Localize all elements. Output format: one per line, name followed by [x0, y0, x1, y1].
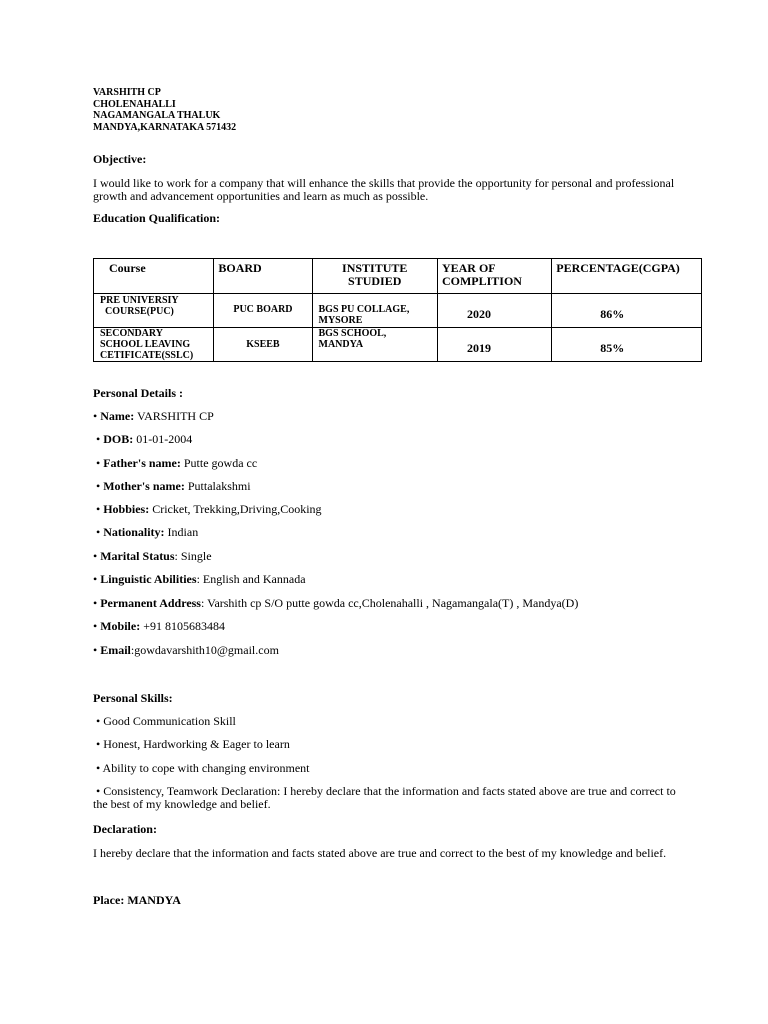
- detail-marital-status: • Marital Status: Single: [93, 549, 212, 563]
- year-cell: 2019: [437, 328, 551, 362]
- declaration-heading: Declaration:: [93, 822, 157, 836]
- detail-permanent-address: • Permanent Address: Varshith cp S/O putte gowda cc,Cholenahalli , Nagamangala(T) , Mandya(D): [93, 596, 579, 610]
- objective-text: I would like to work for a company that will enhance the skills that provide the opportunity for personal and professional growth and advancement opportunities and learn as much as possible.: [93, 176, 675, 203]
- detail-hobbies: • Hobbies: Cricket, Trekking,Driving,Cooking: [96, 502, 322, 516]
- detail-email: • Email:gowdavarshith10@gmail.com: [93, 643, 279, 657]
- column-header-year: YEAR OF COMPLITION: [437, 259, 551, 294]
- skill-item: • Honest, Hardworking & Eager to learn: [96, 737, 290, 751]
- table-row: [94, 294, 702, 328]
- course-cell: PRE UNIVERSIY COURSE(PUC): [94, 294, 214, 328]
- place-line: Place: MANDYA: [93, 893, 181, 907]
- skill-item: • Good Communication Skill: [96, 714, 236, 728]
- detail-name: • Name: VARSHITH CP: [93, 409, 214, 423]
- skill-item: • Consistency, Teamwork Declaration: I hereby declare that the information and facts stated above are true and correct to the best of my knowledge and belief.: [93, 784, 676, 811]
- column-header-board: BOARD: [214, 259, 312, 294]
- table-header-row: [94, 259, 702, 294]
- detail-dob: • DOB: 01-01-2004: [96, 432, 193, 446]
- detail-father-name: • Father's name: Putte gowda cc: [96, 456, 258, 470]
- personal-details-heading: Personal Details :: [93, 386, 183, 400]
- institute-cell: BGS PU COLLAGE, MYSORE: [312, 294, 437, 328]
- declaration-text: I hereby declare that the information and facts stated above are true and correct to the best of my knowledge and belief.: [93, 846, 667, 860]
- column-header-institute: INSTITUTE STUDIED: [312, 259, 437, 294]
- address-block: [93, 87, 236, 133]
- column-header-course: Course: [94, 259, 214, 294]
- applicant-name: VARSHITH CP: [93, 87, 161, 98]
- detail-languages: • Linguistic Abilities: English and Kannada: [93, 572, 306, 586]
- table-row: [94, 328, 702, 362]
- institute-cell: BGS SCHOOL, MANDYA: [312, 328, 437, 362]
- percentage-cell: 85%: [552, 328, 702, 362]
- skills-heading: Personal Skills:: [93, 691, 173, 705]
- detail-mobile: • Mobile: +91 8105683484: [93, 619, 225, 633]
- year-cell: 2020: [437, 294, 551, 328]
- column-header-percentage: PERCENTAGE(CGPA): [552, 259, 702, 294]
- address-line: NAGAMANGALA THALUK: [93, 110, 221, 121]
- education-heading: Education Qualification:: [93, 211, 221, 225]
- detail-nationality: • Nationality: Indian: [96, 525, 199, 539]
- address-line: MANDYA,KARNATAKA 571432: [93, 121, 237, 133]
- objective-heading: Objective:: [93, 152, 147, 166]
- course-cell: SECONDARY SCHOOL LEAVING CETIFICATE(SSLC): [94, 328, 214, 362]
- education-table: [93, 258, 702, 362]
- board-cell: KSEEB: [214, 328, 312, 362]
- board-cell: PUC BOARD: [214, 294, 312, 328]
- skill-item: • Ability to cope with changing environment: [96, 761, 310, 775]
- detail-mother-name: • Mother's name: Puttalakshmi: [96, 479, 251, 493]
- percentage-cell: 86%: [552, 294, 702, 328]
- address-line: CHOLENAHALLI: [93, 98, 176, 110]
